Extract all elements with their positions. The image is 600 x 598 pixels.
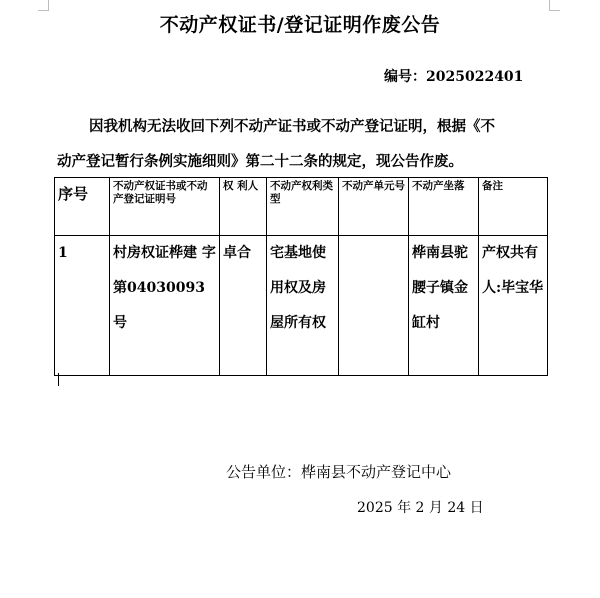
notice-paragraph-line-2: 动产登记暂行条例实施细则》第二十二条的规定，现公告作废。 [57, 153, 463, 170]
header-cert-number: 不动产权证书或不动产登记证明号 [110, 178, 220, 236]
text-cursor [58, 373, 59, 386]
header-location: 不动产坐落 [409, 178, 479, 236]
notice-paragraph-line-1: 因我机构无法收回下列不动产证书或不动产登记证明，根据《不 [89, 118, 495, 135]
cell-cert-number: 村房权证桦建 字 第04030093号 [110, 236, 220, 376]
issue-date: 2025 年 2 月 24 日 [357, 500, 484, 516]
issuing-agency: 公告单位：桦南县不动产登记中心 [226, 463, 452, 481]
cell-right-holder: 卓合 [220, 236, 267, 376]
header-remark: 备注 [479, 178, 548, 236]
notice-title: 不动产权证书/登记证明作废公告 [159, 14, 441, 36]
table-row [55, 236, 548, 376]
cell-unit-number [339, 236, 409, 376]
header-right-type: 不动产权利类型 [267, 178, 339, 236]
header-unit-number: 不动产单元号 [339, 178, 409, 236]
document-number: 编号：2025022401 [384, 69, 524, 85]
header-seq: 序号 [55, 178, 110, 236]
cell-right-type: 宅基地使用权及房屋所有权 [267, 236, 339, 376]
cell-location: 桦南县驼腰子镇金缸村 [409, 236, 479, 376]
header-right-holder: 权 利人 [220, 178, 267, 236]
table-header-row [55, 178, 548, 236]
cell-remark: 产权共有人:毕宝华 [479, 236, 548, 376]
cell-seq: 1 [55, 236, 110, 376]
void-certificate-table [54, 177, 548, 376]
